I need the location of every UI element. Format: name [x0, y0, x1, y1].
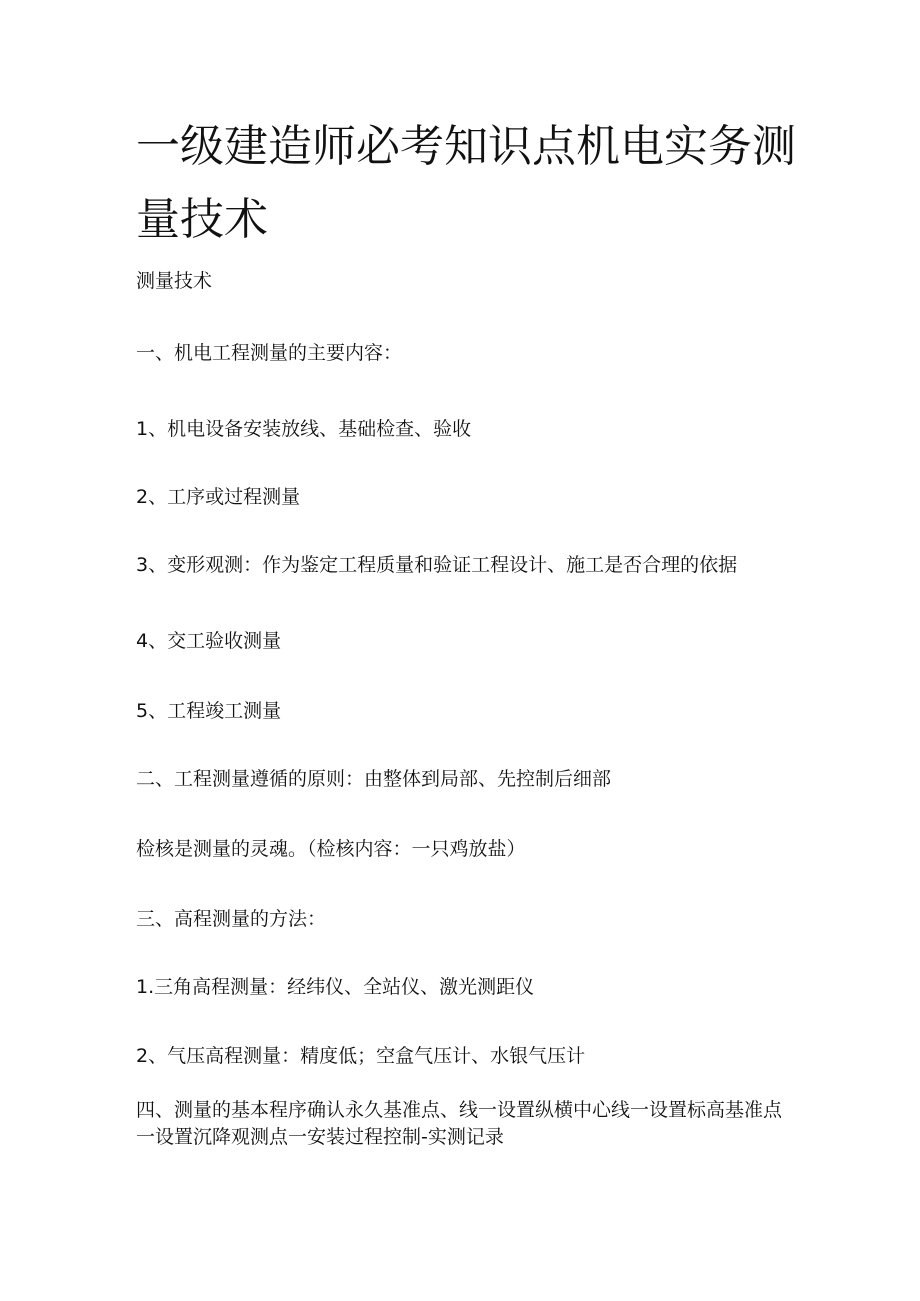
list-item: 2、工序或过程测量	[136, 486, 301, 508]
list-item: 5、工程竣工测量	[136, 700, 282, 722]
list-item: 1、机电设备安装放线、基础检查、验收	[136, 418, 472, 440]
section-heading-1: 一、机电工程测量的主要内容：	[136, 342, 403, 364]
list-item: 4、交工验收测量	[136, 630, 282, 652]
list-item: 3、变形观测：作为鉴定工程质量和验证工程设计、施工是否合理的依据	[136, 554, 738, 576]
body-text: 检核是测量的灵魂。（检核内容：一只鸡放盐）	[136, 838, 526, 860]
list-item: 1.三角高程测量：经纬仪、全站仪、激光测距仪	[136, 976, 535, 998]
section-subtitle: 测量技术	[136, 270, 213, 292]
list-item: 2、气压高程测量：精度低；空盒气压计、水银气压计	[136, 1045, 586, 1067]
section-heading-3: 三、高程测量的方法：	[136, 908, 327, 930]
section-heading-4: 四、测量的基本程序确认永久基准点、线一设置纵横中心线一设置标高基准点一设置沉降观测点一安装过程控制-实测记录	[136, 1099, 783, 1148]
section-heading-2: 二、工程测量遵循的原则：由整体到局部、先控制后细部	[136, 768, 612, 790]
document-title: 一级建造师必考知识点机电实务测量技术	[136, 121, 796, 245]
